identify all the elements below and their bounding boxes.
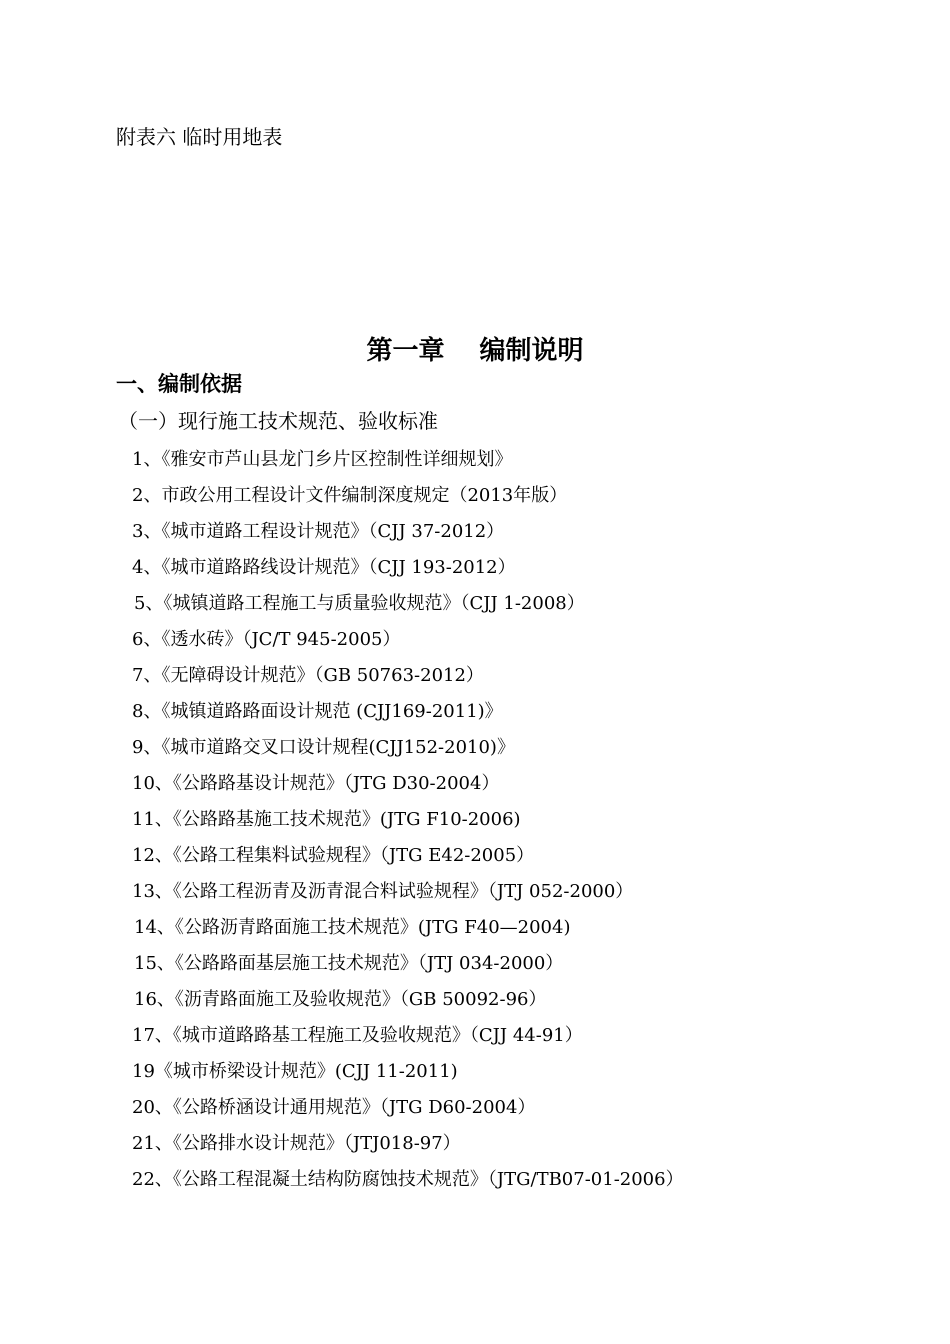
reference-text: 12、《公路工程集料试验规程》（JTG E42-2005） xyxy=(132,845,535,866)
reference-item xyxy=(0,802,950,838)
reference-text: 14、《公路沥青路面施工技术规范》(JTG F40—2004) xyxy=(134,917,571,938)
reference-list xyxy=(0,442,950,1198)
reference-text: 13、《公路工程沥青及沥青混合料试验规程》（JTJ 052-2000） xyxy=(132,881,634,902)
reference-text: 10、《公路路基设计规范》（JTG D30-2004） xyxy=(132,773,500,794)
reference-text: 6、《透水砖》（JC/T 945-2005） xyxy=(132,629,401,650)
reference-item xyxy=(0,1126,950,1162)
reference-text: 9、《城市道路交叉口设计规程(CJJ152-2010)》 xyxy=(132,737,515,758)
reference-item xyxy=(0,838,950,874)
reference-text: 15、《公路路面基层施工技术规范》（JTJ 034-2000） xyxy=(134,953,564,974)
appendix-item: 附表六 临时用地表 xyxy=(116,125,283,149)
reference-text: 5、《城镇道路工程施工与质量验收规范》（CJJ 1-2008） xyxy=(134,593,585,614)
subsection-title: （一）现行施工技术规范、验收标准 xyxy=(118,409,438,433)
reference-text: 17、《城市道路路基工程施工及验收规范》（CJJ 44-91） xyxy=(132,1025,583,1046)
reference-item xyxy=(0,694,950,730)
reference-item xyxy=(0,730,950,766)
reference-text: 4、《城市道路路线设计规范》（CJJ 193-2012） xyxy=(132,557,516,578)
reference-item xyxy=(0,766,950,802)
reference-item xyxy=(0,622,950,658)
chapter-title: 第一章 编制说明 xyxy=(366,336,584,366)
reference-text: 8、《城镇道路路面设计规范 (CJJ169-2011)》 xyxy=(132,701,503,722)
reference-item xyxy=(0,1018,950,1054)
reference-text: 11、《公路路基施工技术规范》(JTG F10-2006) xyxy=(132,809,521,830)
reference-item xyxy=(0,982,950,1018)
reference-item xyxy=(0,874,950,910)
reference-text: 22、《公路工程混凝土结构防腐蚀技术规范》（JTG/TB07-01-2006） xyxy=(132,1169,684,1190)
reference-text: 2、市政公用工程设计文件编制深度规定（2013年版） xyxy=(132,485,568,506)
reference-text: 3、《城市道路工程设计规范》（CJJ 37-2012） xyxy=(132,521,505,542)
reference-item xyxy=(0,442,950,478)
reference-item xyxy=(0,658,950,694)
reference-text: 7、《无障碍设计规范》（GB 50763-2012） xyxy=(132,665,484,686)
section-title: 一、编制依据 xyxy=(116,372,242,396)
reference-item xyxy=(0,514,950,550)
reference-item xyxy=(0,946,950,982)
reference-item xyxy=(0,1054,950,1090)
reference-item xyxy=(0,478,950,514)
reference-text: 21、《公路排水设计规范》（JTJ018-97） xyxy=(132,1133,461,1154)
reference-item xyxy=(0,550,950,586)
reference-item xyxy=(0,586,950,622)
reference-text: 1、《雅安市芦山县龙门乡片区控制性详细规划》 xyxy=(132,449,513,470)
reference-item xyxy=(0,1090,950,1126)
reference-text: 16、《沥青路面施工及验收规范》（GB 50092-96） xyxy=(134,989,547,1010)
reference-item xyxy=(0,1162,950,1198)
reference-item xyxy=(0,910,950,946)
reference-text: 20、《公路桥涵设计通用规范》（JTG D60-2004） xyxy=(132,1097,536,1118)
reference-text: 19《城市桥梁设计规范》(CJJ 11-2011) xyxy=(132,1061,458,1082)
